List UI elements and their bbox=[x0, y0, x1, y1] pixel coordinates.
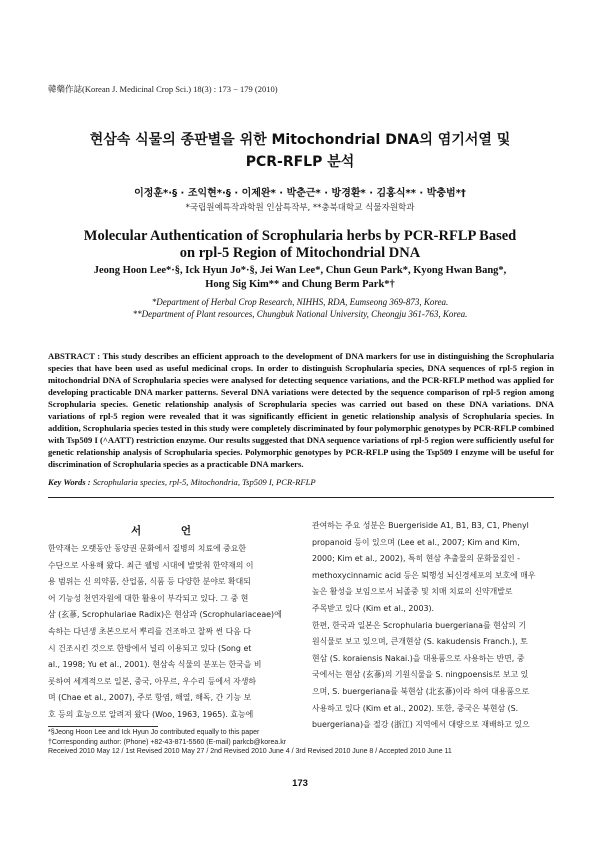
body-line: 한약재는 오랫동안 동양권 문화에서 질병의 치료에 중요한 bbox=[48, 544, 246, 553]
body-line: 원식물로 보고 있으며, 큰개현삼 (S. kakudensis Franch.), 토 bbox=[312, 637, 528, 647]
page-number: 173 bbox=[292, 778, 308, 789]
section-heading-introduction: 서 언 bbox=[131, 525, 209, 537]
abstract bbox=[48, 350, 554, 470]
korean-affiliations: *국립원예특작과학원 인삼특작부, **충북대학교 식물자원학과 bbox=[185, 203, 415, 213]
abstract-text: This study describes an efficient approach to the development of DNA markers for use in distinguishing the Scrophularia species that have been used as useful medicinal crops. In order to distinguish Scrophularia species, DNA sequences of rpl-5 region in mitochondrial DNA of Scrophularia species were analysed for detecting sequence variations, and the PCR-RFLP method was applied for developing practicable DNA marker patterns. Several DNA variations were detected by the sequence comparison of rpl-5 region among Scrophularia species. Genetic relationship analysis of Scrophularia species was carried out based on these DNA variations. DNA variations of rpl-5 region were revealed that it was significantly efficient in genetic relationship analysis of Scrophularia species. In addition, Scrophularia species tested in this study were completely discriminated by four polymorphic genotypes by PCR-RFLP combined with Tsp509 I (^AATT) restriction enzyme. Our results suggested that DNA sequence variations of rpl-5 region were sufficiently useful for genetic relationship analysis of Scrophularia species. Polymorphic genotypes by PCR-RFLP using the Tsp509 I enzyme will be useful for discrimination of Scrophularia species as a practicable DNA markers. bbox=[48, 351, 554, 469]
body-line: al., 1998; Yu et al., 2001). 현삼속 식물의 분포는 한국을 비 bbox=[48, 660, 262, 670]
korean-title bbox=[60, 129, 540, 173]
korean-title-line: 현삼속 식물의 종판별을 위한 Mitochondrial DNA의 염기서열 및 bbox=[89, 132, 511, 148]
footnotes bbox=[48, 728, 558, 757]
body-line: 며 (Chae et al., 2007), 주로 항염, 해열, 해독, 간 기능 보 bbox=[48, 693, 252, 703]
footnote-corresponding-author: †Corresponding author: (Phone) +82-43-871-5560 (E-mail) parkcb@korea.kr bbox=[48, 738, 287, 746]
keywords-text: Scrophularia species, rpl-5, Mitochondria, Tsp509 I, PCR-RFLP bbox=[92, 477, 316, 487]
body-line: 수단으로 사용해 왔다. 최근 웰빙 시대에 발맞춰 한약재의 이 bbox=[48, 560, 254, 570]
left-column bbox=[48, 541, 292, 724]
body-line: 시 건조시킨 것으로 한방에서 널리 이용되고 있다 (Song et bbox=[48, 643, 252, 653]
english-affiliation-line: **Department of Plant resources, Chungbuk National University, Cheongju 361-763, Korea. bbox=[132, 309, 468, 319]
abstract-divider bbox=[48, 497, 554, 498]
body-line: 높은 활성을 보임으로서 뇌졸중 및 치매 치료의 신약개발로 bbox=[312, 587, 513, 597]
english-title bbox=[40, 228, 560, 262]
body-line: 어 기능성 천연자원에 대한 활용이 부각되고 있다. 그 중 현 bbox=[48, 593, 249, 603]
body-line: 롯하여 세계적으로 일본, 중국, 아무르, 우수리 등에서 자생하 bbox=[48, 676, 257, 686]
body-line: 사용하고 있다 (Kim et al., 2002). 또한, 중국은 북현삼 (S. bbox=[312, 703, 519, 713]
korean-title-line: PCR-RFLP 분석 bbox=[245, 154, 355, 170]
body-line: 한편, 한국과 일본은 Scrophularia buergeriana를 현삼의 기 bbox=[312, 620, 527, 630]
abstract-label: ABSTRACT : bbox=[48, 351, 101, 361]
english-title-line: Molecular Authentication of Scrophularia herbs by PCR-RFLP Based bbox=[83, 228, 517, 244]
footnote-received-dates: Received 2010 May 12 / 1st Revised 2010 May 27 / 2nd Revised 2010 June 4 / 3rd Revised 2010 June 8 / Accepted 2010 June 11 bbox=[48, 748, 452, 756]
body-line: 으며, S. buergeriana를 북현삼 (北玄蔘)이라 하여 대용품으로 bbox=[312, 686, 530, 696]
keywords bbox=[48, 477, 554, 487]
korean-authors: 이정훈*·§ · 조익현*·§ · 이제완* · 박춘근* · 방경환* · 김홍식** · 박충범*† bbox=[134, 188, 466, 199]
right-column bbox=[312, 518, 556, 734]
body-line: 현삼 (S. koraiensis Nakai.)을 대용품으로 사용하는 반면, 중 bbox=[312, 653, 525, 663]
body-line: 2000; Kim et al., 2002), 특히 현삼 추출물의 문화물질인 - bbox=[312, 554, 520, 564]
english-affiliations bbox=[40, 296, 560, 320]
body-line: 호 등의 효능으로 알려져 왔다 (Woo, 1963, 1965). 효능에 bbox=[48, 709, 254, 719]
body-line: 용 범위는 신 의약품, 산업품, 식품 등 다양한 분야로 확대되 bbox=[48, 577, 251, 587]
footnote-equal-contribution: *§Jeong Hoon Lee and Ick Hyun Jo contributed equally to this paper bbox=[48, 729, 260, 736]
body-line: 국에서는 현삼 (玄蔘)의 기원식물을 S. ningpoensis로 보고 있 bbox=[312, 670, 529, 680]
english-authors bbox=[40, 264, 560, 292]
english-affiliation-line: *Department of Herbal Crop Research, NIHHS, RDA, Eumseong 369-873, Korea. bbox=[151, 297, 449, 307]
body-line: 관여하는 주요 성분은 Buergeriside A1, B1, B3, C1, Phenyl bbox=[312, 521, 529, 530]
body-line: methoxycinnamic acid 등은 퇴행성 뇌신경세포의 보호에 매우 bbox=[312, 570, 536, 580]
english-authors-line: Jeong Hoon Lee*·§, Ick Hyun Jo*·§, Jei Wan Lee*, Chun Geun Park*, Kyong Hwan Bang*, bbox=[93, 265, 507, 276]
journal-header: 韓藥作誌(Korean J. Medicinal Crop Sci.) 18(3) : 173 − 179 (2010) bbox=[48, 84, 278, 94]
footnote-rule bbox=[48, 726, 158, 727]
english-title-line: on rpl-5 Region of Mitochondrial DNA bbox=[179, 245, 421, 261]
body-line: 삼 (玄蔘, Scrophulariae Radix)은 현삼과 (Scrophulariaceae)에 bbox=[48, 610, 282, 620]
english-authors-line: Hong Sig Kim** and Chung Berm Park*† bbox=[205, 279, 395, 290]
body-line: 주목받고 있다 (Kim et al., 2003). bbox=[312, 603, 435, 613]
body-line: buergeriana)을 절강 (浙江) 지역에서 대량으로 재배하고 있으 bbox=[312, 720, 530, 730]
body-line: propanoid 등이 있으며 (Lee et al., 2007; Kim and Kim, bbox=[312, 537, 520, 547]
body-line: 속하는 다년생 초본으로서 뿌리를 건조하고 찰짜 썬 다음 다 bbox=[48, 626, 252, 636]
keywords-label: Key Words : bbox=[48, 477, 91, 487]
